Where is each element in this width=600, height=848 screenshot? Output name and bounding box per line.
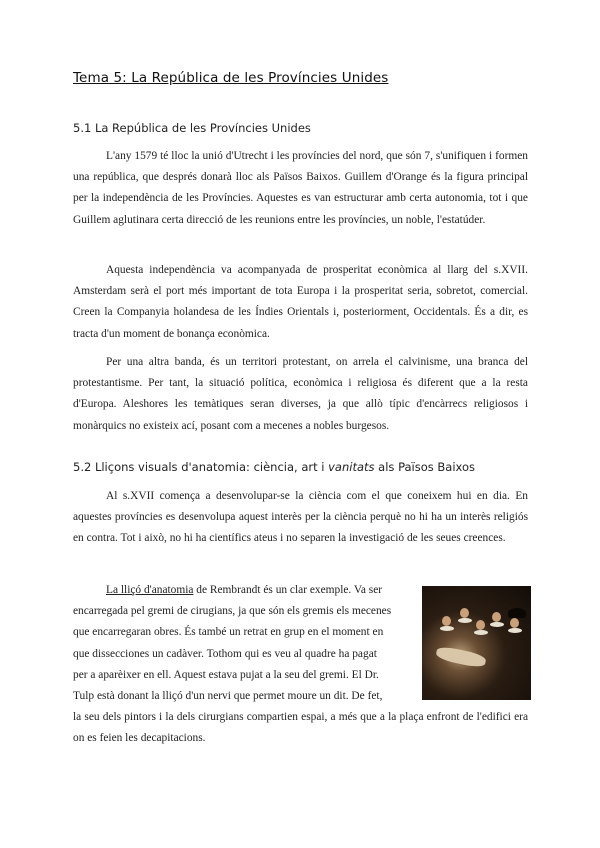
page-title: Tema 5: La República de les Províncies Unides	[73, 70, 389, 86]
paragraph: L'any 1579 té lloc la unió d'Utrecht i les províncies del nord, que són 7, s'unifiquen i formen una república, que després donarà lloc als Països Baixos. Guillem d'Orange és la figura principal per la independència de les Províncies. Aquestes es van estructurar amb certa autonomia, tot i que Guillem aglutinara certa direcció de les reunions entre les províncies, un noble, l'estatúder.	[73, 150, 528, 226]
paragraph: Per una altra banda, és un territori protestant, on arrela el calvinisme, una branca del protestantisme. Per tant, la situació política, econòmica i religiosa és diferent que a la resta d'Europa. Aleshores les temàtiques seran diverses, ja que allò típic d'encàrrecs religiosos i monàrquics no existeix ací, posant com a mecenes a nobles burgesos.	[73, 356, 528, 432]
section-heading-5-2: 5.2 Lliçons visuals d'anatomia: ciència, art i vanitats als Països Baixos	[73, 460, 476, 474]
painting-title-link[interactable]: La lliçó d'anatomia	[106, 584, 194, 596]
paragraph-with-figure: La lliçó d'anatomia de Rembrandt és un clar exemple. Va ser encarregada pel gremi de cirugians, ja que són els gremis els mecenes que encarregaran obres. És també un retrat en grup en el moment en que dissecciones un cadàver. Tothom qui es veu al quadre ha pagat per a aparèixer en ell. Aquest estava pujat a la seu del gremi. El Dr. Tulp està donant la lliçó d'un nervi que permet moure un dit. De fet,	[73, 584, 392, 703]
cadaver-shape	[435, 645, 487, 669]
paragraph: Aquesta independència va acompanyada de prosperitat econòmica al llarg del s.XVII. Amsterdam serà el port més important de tota Europa i la prosperitat seria, sobretot, comercial. Creen la Companyia holandesa de les Índies Orientals i, posteriorment, Occidentals. És a dir, es tracta d'un moment de bonança econòmica.	[73, 264, 528, 340]
section-heading-5-1: 5.1 La República de les Províncies Unides	[73, 121, 311, 135]
paragraph: Al s.XVII comença a desenvolupar-se la ciència com el que coneixem hui en dia. En aquestes províncies es desenvolupa aquest interès per la ciència perquè no hi ha un interès religiós en contra. Tot i això, no hi ha científics ateus i no separen la investigació de les seues creences.	[73, 490, 528, 545]
anatomy-lesson-painting	[422, 586, 531, 700]
paragraph: la seu dels pintors i la dels cirurgians compartien espai, a més que a la plaça enfront de l'edifici era on es feien les decapitacions.	[73, 711, 528, 745]
